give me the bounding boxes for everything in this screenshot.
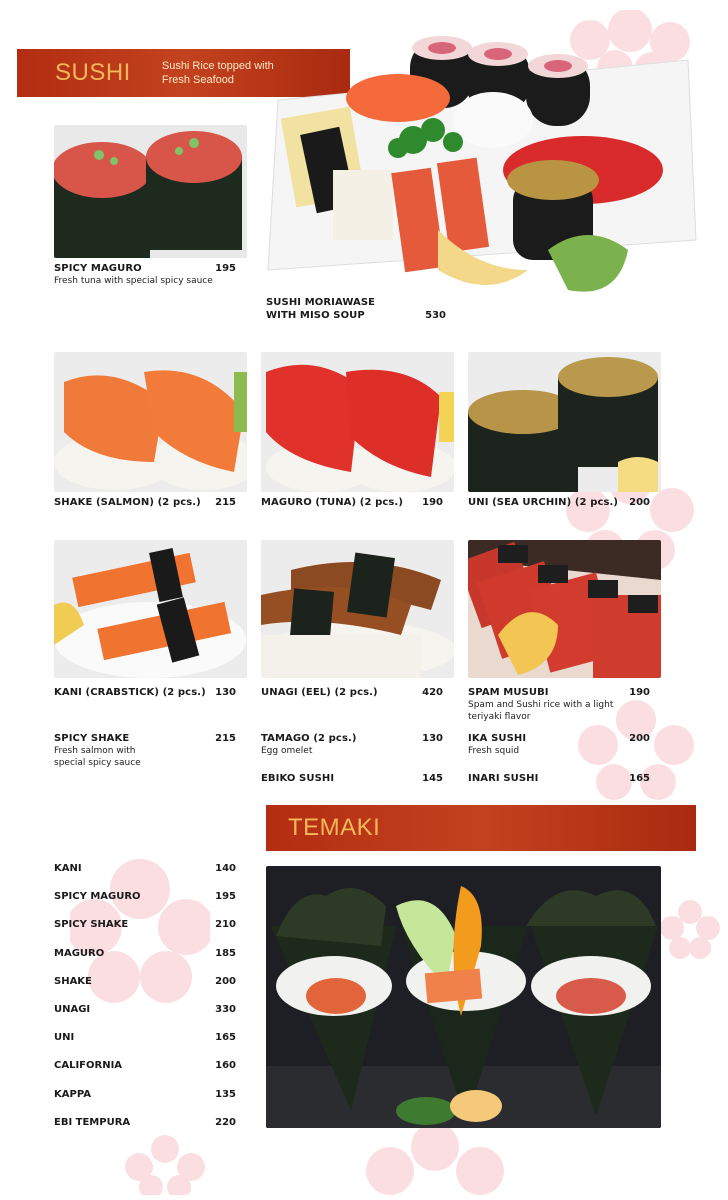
temaki-item-price: 185 (215, 947, 236, 959)
temaki-item-price: 160 (215, 1060, 236, 1072)
temaki-item-price: 210 (215, 919, 236, 931)
temaki-item-price: 195 (215, 891, 236, 903)
temaki-list-item (54, 1004, 236, 1018)
cherry-blossom-icon (360, 1125, 510, 1197)
temaki-item-name: UNAGI (54, 1004, 91, 1015)
temaki-item-price: 330 (215, 1004, 236, 1015)
temaki-item-name: SPICY MAGURO (54, 891, 141, 903)
temaki-item-price: 135 (215, 1088, 236, 1100)
menu-item-spicy-shake: SPICY SHAKE 215 Fresh salmon with special spicy sauce (54, 733, 236, 768)
menu-item-spicy-maguro: SPICY MAGURO 195 Fresh tuna with special spicy sauce (54, 263, 236, 286)
temaki-item-price: 200 (215, 975, 236, 987)
menu-item-kani: KANI (CRABSTICK) (2 pcs.) 130 (54, 687, 236, 698)
sushi-moriawase-photo (248, 20, 698, 328)
temaki-banner (266, 805, 696, 851)
uni-photo (468, 352, 661, 492)
temaki-list-item (54, 863, 236, 877)
cherry-blossom-icon (660, 900, 720, 960)
temaki-list-item (54, 891, 236, 905)
temaki-title: TEMAKI (288, 814, 381, 841)
menu-item-maguro: MAGURO (TUNA) (2 pcs.) 190 (261, 497, 443, 508)
menu-item-uni: UNI (SEA URCHIN) (2 pcs.) 200 (468, 497, 650, 508)
menu-item-moriawase: SUSHI MORIAWASE WITH MISO SOUP 530 (266, 297, 446, 321)
spam-musubi-photo (468, 540, 661, 678)
spicy-maguro-photo (54, 125, 247, 258)
shake-photo (54, 352, 247, 492)
temaki-item-name: SHAKE (54, 975, 92, 987)
sushi-subtitle: Sushi Rice topped with Fresh Seafood (161, 60, 274, 86)
temaki-photo (266, 866, 661, 1128)
unagi-photo (261, 540, 454, 678)
menu-item-tamago: TAMAGO (2 pcs.) 130 Egg omelet (261, 733, 443, 756)
temaki-item-name: UNI (54, 1032, 75, 1044)
menu-item-inari: INARI SUSHI 165 (468, 773, 650, 784)
cherry-blossom-icon (125, 1135, 205, 1195)
temaki-item-name: KAPPA (54, 1088, 91, 1100)
temaki-item-name: MAGURO (54, 947, 105, 959)
sushi-title: SUSHI (55, 59, 131, 86)
temaki-list-item (54, 1089, 236, 1103)
temaki-item-name: KANI (54, 863, 82, 874)
menu-item-unagi: UNAGI (EEL) (2 pcs.) 420 (261, 687, 443, 698)
temaki-item-price: 220 (215, 1116, 236, 1128)
temaki-list-item (54, 1032, 236, 1046)
temaki-item-name: SPICY SHAKE (54, 919, 129, 931)
temaki-list-item (54, 1117, 236, 1131)
menu-item-ebiko: EBIKO SUSHI 145 (261, 773, 443, 784)
temaki-item-price: 140 (215, 863, 236, 874)
menu-item-spam-musubi: SPAM MUSUBI 190 Spam and Sushi rice with a light teriyaki flavor (468, 687, 650, 722)
temaki-item-name: CALIFORNIA (54, 1060, 123, 1072)
maguro-photo (261, 352, 454, 492)
temaki-list-item (54, 919, 236, 933)
temaki-list-item (54, 1060, 236, 1074)
menu-item-shake: SHAKE (SALMON) (2 pcs.) 215 (54, 497, 236, 508)
temaki-item-price: 165 (215, 1032, 236, 1044)
temaki-list-item (54, 976, 236, 990)
menu-item-ika: IKA SUSHI 200 Fresh squid (468, 733, 650, 756)
temaki-list-item (54, 948, 236, 962)
kani-photo (54, 540, 247, 678)
temaki-item-name: EBI TEMPURA (54, 1116, 131, 1128)
